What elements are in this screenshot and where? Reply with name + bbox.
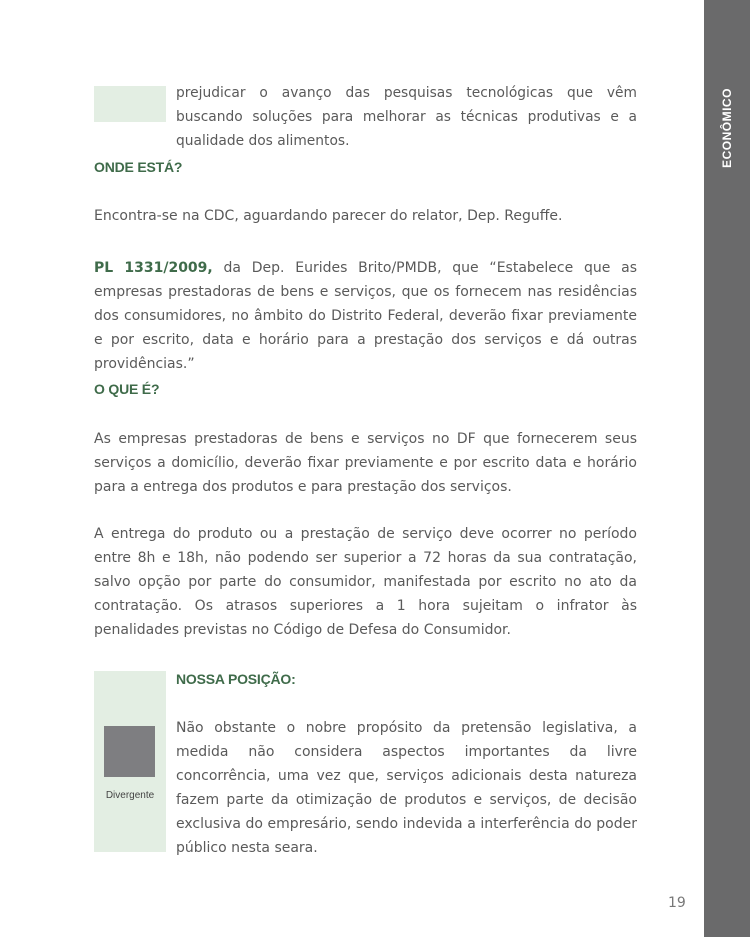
where-heading: ONDE ESTÁ? [94,159,183,175]
bill-paragraph [94,256,637,376]
previous-stance-box [94,86,166,122]
section-sidebar-label: ECONÔMICO [720,88,734,168]
where-text: Encontra-se na CDC, aguardando parecer do relator, Dep. Reguffe. [94,208,563,224]
intro-paragraph: prejudicar o avanço das pesquisas tecnológicas que vêm buscando soluções para melhorar as técnicas produtivas e a qualidade dos alimentos. [176,85,637,149]
bill-code: PL 1331/2009, [94,260,213,276]
stance-label: Divergente [105,790,155,801]
what-paragraph-2: A entrega do produto ou a prestação de serviço deve ocorrer no período entre 8h e 18h, não podendo ser superior a 72 horas da sua contratação, salvo opção por parte do consumidor, manifestada por escrito no ato da contratação. Os atrasos superiores a 1 hora sujeitam o infrator às penalidades previstas no Código de Defesa do Consumidor. [94,526,637,638]
page-number: 19 [668,895,686,911]
stance-indicator [104,726,155,777]
what-heading: O QUE É? [94,381,160,397]
bill-description: da Dep. Eurides Brito/PMDB, que “Estabelece que as empresas prestadoras de bens e serviços, que os fornecem nas residências dos consumidores, no âmbito do Distrito Federal, deverão fixar previamente e por escrito, data e horário para a prestação dos serviços e dá outras providências.” [94,260,637,372]
position-text: Não obstante o nobre propósito da pretensão legislativa, a medida não considera aspectos importantes da livre concorrência, uma vez que, serviços adicionais desta natureza fazem parte da otimização de produtos e serviços, de decisão exclusiva do empresário, sendo indevida a interferência do poder público nesta seara. [176,720,637,856]
what-paragraph-1: As empresas prestadoras de bens e serviços no DF que fornecerem seus serviços a domicílio, deverão fixar previamente e por escrito data e horário para a entrega dos produtos e para prestação dos serviços. [94,431,637,495]
position-heading: NOSSA POSIÇÃO: [176,671,296,687]
